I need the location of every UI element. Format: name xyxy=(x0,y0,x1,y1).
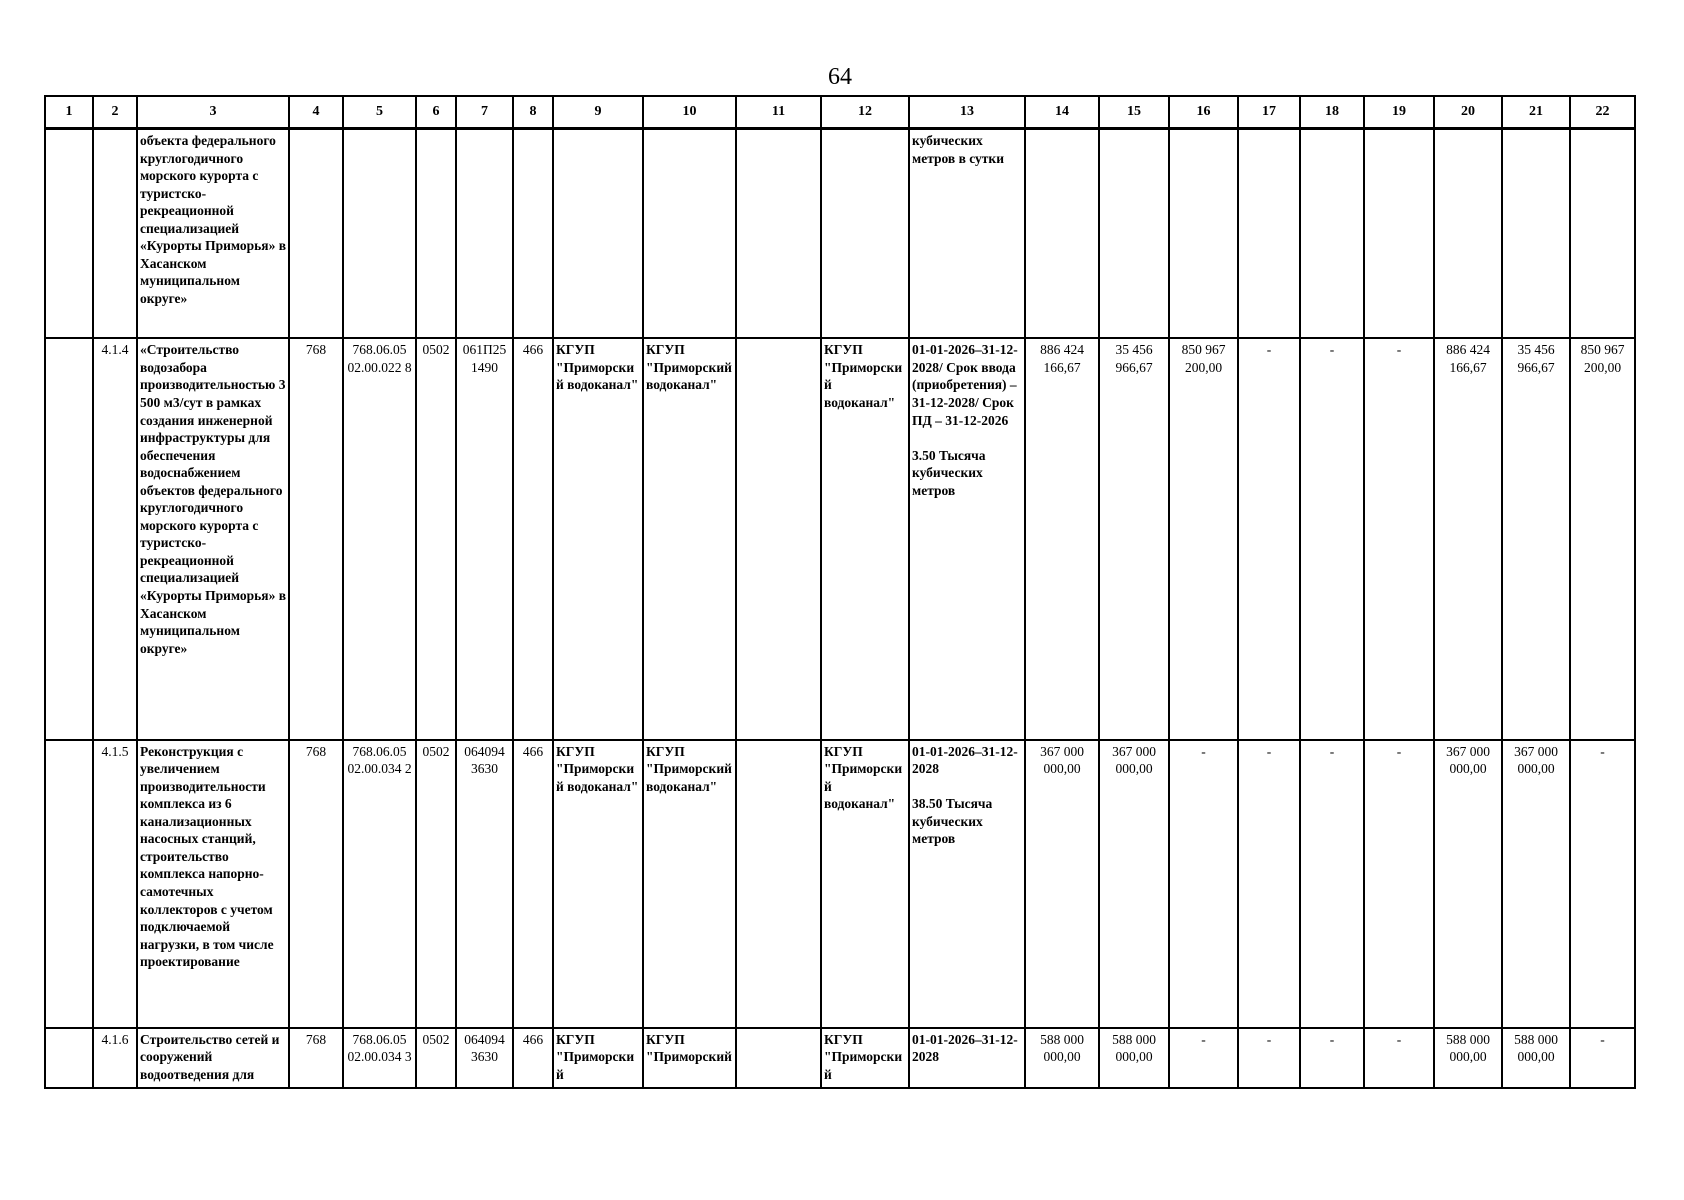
col-header-16: 16 xyxy=(1169,96,1238,129)
cell-col-13-capacity: 38.50 Тысяча кубических метров xyxy=(912,796,993,847)
cell-col-7: 061П25 1490 xyxy=(456,338,513,739)
table-row xyxy=(45,129,1635,339)
cell-col-13-dates: 01-01-2026–31-12-2028 xyxy=(912,743,1018,777)
cell-description: объекта федерального круглогодичного морского курорта с туристско-рекреационной специализацией «Курорты Приморья» в Хасанском муниципальном округе» xyxy=(137,129,289,339)
cell-col-13-capacity: 3.50 Тысяча кубических метров xyxy=(912,447,986,498)
col-header-6: 6 xyxy=(416,96,456,129)
cell-col-10: КГУП "Приморский водоканал" xyxy=(643,338,736,739)
col-header-21: 21 xyxy=(1502,96,1570,129)
cell-col-22: - xyxy=(1570,740,1635,1028)
cell-col-13 xyxy=(909,740,1025,1028)
col-header-18: 18 xyxy=(1300,96,1364,129)
cell-col-7: 064094 3630 xyxy=(456,740,513,1028)
cell-col-13-dates: 01-01-2026–31-12-2028 xyxy=(912,1031,1018,1065)
cell-col-12: КГУП "Приморский водоканал" xyxy=(821,740,909,1028)
cell-col-1 xyxy=(45,740,93,1028)
col-header-2: 2 xyxy=(93,96,137,129)
cell-col-21 xyxy=(1502,129,1570,339)
cell-col-20: 367 000 000,00 xyxy=(1434,740,1502,1028)
col-header-3: 3 xyxy=(137,96,289,129)
col-header-8: 8 xyxy=(513,96,553,129)
cell-col-17: - xyxy=(1238,1028,1300,1088)
table-row xyxy=(45,1028,1635,1088)
cell-col-20 xyxy=(1434,129,1502,339)
cell-col-7: 064094 3630 xyxy=(456,1028,513,1088)
col-header-19: 19 xyxy=(1364,96,1434,129)
col-header-9: 9 xyxy=(553,96,643,129)
cell-col-11 xyxy=(736,129,821,339)
cell-col-4: 768 xyxy=(289,1028,343,1088)
cell-col-14: 588 000 000,00 xyxy=(1025,1028,1099,1088)
cell-col-13 xyxy=(909,1028,1025,1088)
cell-col-7 xyxy=(456,129,513,339)
cell-col-19: - xyxy=(1364,338,1434,739)
table-row xyxy=(45,338,1635,739)
cell-col-21: 367 000 000,00 xyxy=(1502,740,1570,1028)
cell-col-8: 466 xyxy=(513,338,553,739)
col-header-14: 14 xyxy=(1025,96,1099,129)
cell-col-16: - xyxy=(1169,740,1238,1028)
cell-col-5: 768.06.05 02.00.022 8 xyxy=(343,338,416,739)
header-row xyxy=(45,96,1635,129)
cell-col-8: 466 xyxy=(513,740,553,1028)
cell-col-8 xyxy=(513,129,553,339)
col-header-7: 7 xyxy=(456,96,513,129)
col-header-10: 10 xyxy=(643,96,736,129)
col-header-17: 17 xyxy=(1238,96,1300,129)
cell-col-6: 0502 xyxy=(416,338,456,739)
cell-col-20: 886 424 166,67 xyxy=(1434,338,1502,739)
cell-col-18: - xyxy=(1300,338,1364,739)
page-number: 64 xyxy=(828,64,852,90)
cell-col-15: 588 000 000,00 xyxy=(1099,1028,1169,1088)
cell-col-16 xyxy=(1169,129,1238,339)
cell-col-11 xyxy=(736,1028,821,1088)
cell-col-14: 367 000 000,00 xyxy=(1025,740,1099,1028)
cell-col-5: 768.06.05 02.00.034 3 xyxy=(343,1028,416,1088)
cell-col-18 xyxy=(1300,129,1364,339)
cell-col-17: - xyxy=(1238,338,1300,739)
cell-col-19: - xyxy=(1364,740,1434,1028)
cell-col-19 xyxy=(1364,129,1434,339)
cell-col-9: КГУП "Приморский водоканал" xyxy=(553,740,643,1028)
cell-col-10 xyxy=(643,129,736,339)
cell-col-6: 0502 xyxy=(416,740,456,1028)
cell-col-12 xyxy=(821,129,909,339)
cell-col-19: - xyxy=(1364,1028,1434,1088)
col-header-12: 12 xyxy=(821,96,909,129)
program-table xyxy=(44,95,1636,1089)
cell-col-22: 850 967 200,00 xyxy=(1570,338,1635,739)
cell-col-5 xyxy=(343,129,416,339)
table-row xyxy=(45,740,1635,1028)
cell-col-13 xyxy=(909,338,1025,739)
cell-col-16: - xyxy=(1169,1028,1238,1088)
cell-col-18: - xyxy=(1300,1028,1364,1088)
cell-col-9: КГУП "Приморский водоканал" xyxy=(553,338,643,739)
cell-col-21: 35 456 966,67 xyxy=(1502,338,1570,739)
cell-col-20: 588 000 000,00 xyxy=(1434,1028,1502,1088)
cell-col-14 xyxy=(1025,129,1099,339)
cell-description: «Строительство водозабора производительностью 3 500 м3/сут в рамках создания инженерной инфраструктуры для обеспечения водоснабжением объектов федерального круглогодичного морского курорта с туристско-рекреационной специализацией «Курорты Приморья» в Хасанском муниципальном округе» xyxy=(137,338,289,739)
cell-col-4 xyxy=(289,129,343,339)
cell-col-10: КГУП "Приморский водоканал" xyxy=(643,740,736,1028)
cell-col-1 xyxy=(45,1028,93,1088)
cell-item-number: 4.1.4 xyxy=(93,338,137,739)
cell-description: Строительство сетей и сооружений водоотведения для xyxy=(137,1028,289,1088)
cell-item-number: 4.1.6 xyxy=(93,1028,137,1088)
col-header-5: 5 xyxy=(343,96,416,129)
cell-col-8: 466 xyxy=(513,1028,553,1088)
cell-col-9 xyxy=(553,129,643,339)
cell-col-6 xyxy=(416,129,456,339)
cell-col-4: 768 xyxy=(289,338,343,739)
cell-item-number xyxy=(93,129,137,339)
cell-description: Реконструкция с увеличением производительности комплекса из 6 канализационных насосных станций, строительство комплекса напорно-самотечных коллекторов с учетом подключаемой нагрузки, в том числе проектирование xyxy=(137,740,289,1028)
cell-col-6: 0502 xyxy=(416,1028,456,1088)
col-header-11: 11 xyxy=(736,96,821,129)
cell-col-22 xyxy=(1570,129,1635,339)
cell-col-16: 850 967 200,00 xyxy=(1169,338,1238,739)
cell-col-15: 35 456 966,67 xyxy=(1099,338,1169,739)
cell-col-15 xyxy=(1099,129,1169,339)
cell-col-22: - xyxy=(1570,1028,1635,1088)
col-header-15: 15 xyxy=(1099,96,1169,129)
col-header-22: 22 xyxy=(1570,96,1635,129)
cell-col-10: КГУП "Приморский xyxy=(643,1028,736,1088)
cell-col-1 xyxy=(45,129,93,339)
cell-col-13-dates: 01-01-2026–31-12-2028/ Срок ввода (приобретения) – 31-12-2028/ Срок ПД – 31-12-2026 xyxy=(912,342,1018,428)
cell-col-14: 886 424 166,67 xyxy=(1025,338,1099,739)
cell-col-15: 367 000 000,00 xyxy=(1099,740,1169,1028)
col-header-4: 4 xyxy=(289,96,343,129)
col-header-13: 13 xyxy=(909,96,1025,129)
cell-col-18: - xyxy=(1300,740,1364,1028)
cell-col-21: 588 000 000,00 xyxy=(1502,1028,1570,1088)
cell-col-13 xyxy=(909,129,1025,339)
cell-col-5: 768.06.05 02.00.034 2 xyxy=(343,740,416,1028)
cell-col-4: 768 xyxy=(289,740,343,1028)
cell-col-12: КГУП "Приморский xyxy=(821,1028,909,1088)
cell-col-17: - xyxy=(1238,740,1300,1028)
cell-col-11 xyxy=(736,338,821,739)
cell-col-1 xyxy=(45,338,93,739)
cell-item-number: 4.1.5 xyxy=(93,740,137,1028)
col-header-20: 20 xyxy=(1434,96,1502,129)
cell-col-13-dates: кубических метров в сутки xyxy=(912,133,1004,166)
cell-col-9: КГУП "Приморский xyxy=(553,1028,643,1088)
cell-col-12: КГУП "Приморский водоканал" xyxy=(821,338,909,739)
col-header-1: 1 xyxy=(45,96,93,129)
cell-col-11 xyxy=(736,740,821,1028)
cell-col-17 xyxy=(1238,129,1300,339)
